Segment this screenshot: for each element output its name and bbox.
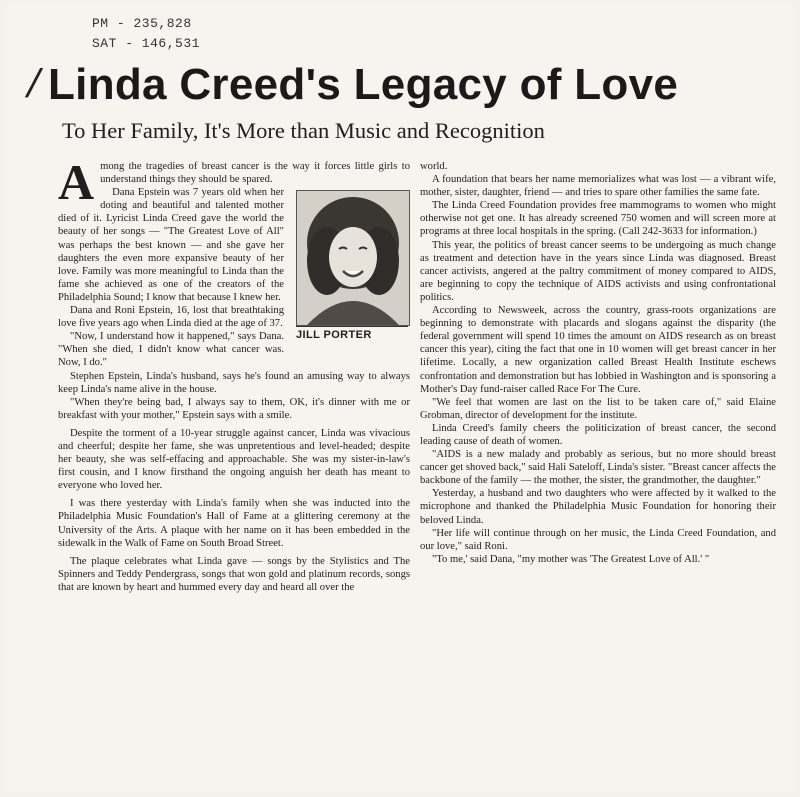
columnist-photo (296, 190, 410, 326)
paragraph: world. (420, 161, 448, 172)
paragraph: Yesterday, a husband and two daughters who were affected by it walked to the microphone and thanked the Philadelphia Music Foundation for honoring their beloved Linda. (420, 488, 776, 526)
paragraph: According to Newsweek, across the country, grass-roots organizations are beginning to demonstrate with placards and slogans against the disparity (the federal government will spend 10 times the amount on AIDS research as on breast cancer this year), citing the fact that one in 10 women will get breast cancer in her lifetime. Locally, a new organization called Breast Health Institute eschews confrontation and demonstration but has lobbied in Washington and is sponsoring a Mother's Day fund-raiser called Race For The Cure. (420, 305, 776, 395)
paragraph: This year, the politics of breast cancer seems to be undergoing as much change as treatment and detection have in the years since Linda was diagnosed. Breast cancer activists, angered at the paltry commitment of money compared to AIDS, are beginning to copy the technique of AIDS activists and using confrontational politics. (420, 239, 776, 303)
paragraph: The plaque celebrates what Linda gave — songs by the Stylistics and The Spinners and Teddy Pendergrass, songs that won gold and platinum records, songs that are known by heart and hummed every day and heard all over the (58, 555, 410, 593)
paragraph: "When they're being bad, I always say to them, OK, it's dinner with me or breakfast with your mother," Epstein says with a smile. (58, 396, 410, 421)
circulation-stamp (92, 14, 200, 54)
paragraph: A foundation that bears her name memorializes what was lost — a vibrant wife, mother, sister, daughter, friend — and tries to spare other families the same fate. (420, 174, 776, 199)
paragraph: I was there yesterday with Linda's family when she was inducted into the Philadelphia Music Foundation's Hall of Fame at a glittering ceremony at the University of the Arts. A plaque with her name on it has been embedded in the sidewalk in the Walk of Fame on South Broad Street. (58, 498, 410, 549)
paragraph: Linda Creed's family cheers the politicization of breast cancer, the second leading cause of death of women. (420, 422, 776, 447)
circulation-pm: PM - 235,828 (92, 16, 192, 31)
circulation-sat: SAT - 146,531 (92, 36, 200, 51)
paragraph: "Her life will continue through on her music, the Linda Creed Foundation, and our love," said Roni. (420, 527, 776, 552)
paragraph: Dana Epstein was 7 years old when her doting and beautiful and talented mother died of it. Lyricist Linda Creed gave the world the beauty of her songs — "The Greatest Love of All" was perhaps the best known — and she gave her daughters the even more expansive beauty of her love. Family was more meaningful to Linda than the fame she achieved as one of the creators of the Philadelphia Sound; I know that because I knew her. (58, 187, 284, 303)
paragraph: Dana and Roni Epstein, 16, lost that breathtaking love five years ago when Linda died at the age of 37. (58, 305, 284, 330)
paragraph: "AIDS is a new malady and probably as serious, but no more should breast cancer get shoved back," said Hali Sateloff, Linda's sister. "Breast cancer affects the backbone of the family — the mother, the sister, the grandmother, the daughter." (420, 449, 776, 487)
paragraph: "To me,' said Dana, "my mother was 'The Greatest Love of All.' " (432, 553, 710, 565)
paragraph: Stephen Epstein, Linda's husband, says he's found an amusing way to always keep Linda's name alive in the house. (58, 370, 410, 395)
article-column-left (58, 154, 410, 594)
drop-cap: A (58, 154, 95, 210)
paragraph: Among the tragedies of breast cancer is the way it forces little girls to understand things they should be spared. (58, 154, 410, 210)
pen-mark: / (22, 62, 45, 106)
article-column-right (420, 160, 776, 566)
paragraph: Despite the torment of a 10-year struggle against cancer, Linda was vivacious and cheerful; despite her fame, she was unpretentious and level-headed; despite her beauty, she was self-effacing and approachable. She was my sister-in-law's first cousin, and I know firsthand the ongoing anguish her death has meant to everyone who loved her. (58, 427, 410, 492)
byline: JILL PORTER (296, 326, 408, 342)
paragraph: The Linda Creed Foundation provides free mammograms to women who might otherwise not get one. It has already screened 750 women and will screen more at programs at three local hospitals in the spring. (Call 242-3633 for information.) (420, 200, 776, 238)
paragraph: "We feel that women are last on the list to be taken care of," said Elaine Grobman, director of development for the institute. (420, 396, 776, 421)
headline: Linda Creed's Legacy of Love (48, 60, 679, 109)
columnist-photo-box (292, 190, 410, 350)
paragraph: "Now, I understand how it happened," says Dana. "When she died, I didn't know what cancer was. Now, I do." (58, 331, 284, 369)
subheadline: To Her Family, It's More than Music and Recognition (62, 118, 545, 143)
